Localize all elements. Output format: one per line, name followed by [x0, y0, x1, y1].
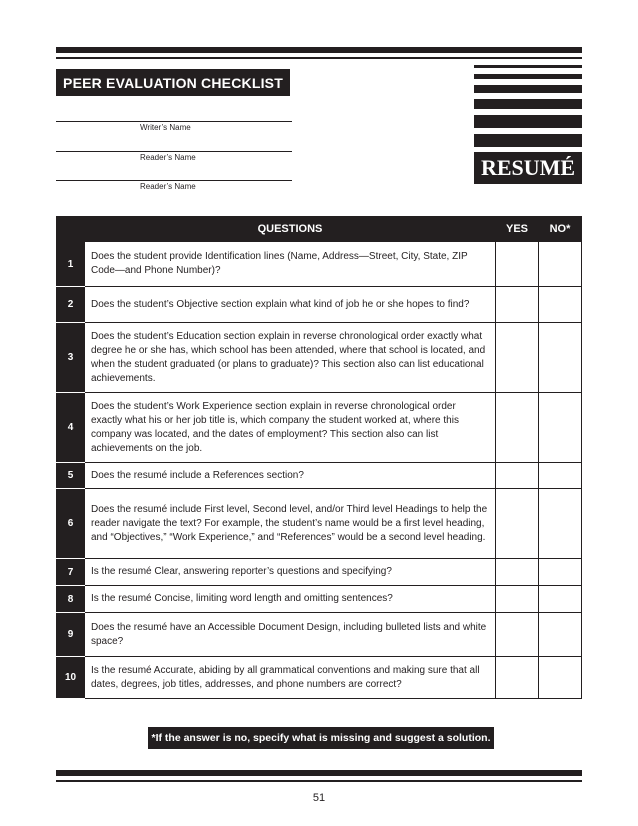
yes-checkbox[interactable]: [496, 613, 539, 657]
row-number: 7: [57, 559, 85, 586]
no-checkbox[interactable]: [539, 463, 582, 489]
footnote: *If the answer is no, specify what is missing and suggest a solution.: [148, 727, 494, 749]
top-rule-thick: [56, 47, 582, 53]
question-text: Is the resumé Clear, answering reporter’s questions and specifying?: [85, 559, 496, 586]
row-number: 8: [57, 586, 85, 613]
question-text: Does the student provide Identification lines (Name, Address—Street, City, State, ZIP Code—and Phone Number)?: [85, 242, 496, 287]
yes-checkbox[interactable]: [496, 323, 539, 393]
yes-checkbox[interactable]: [496, 586, 539, 613]
row-number: 9: [57, 613, 85, 657]
bottom-rule-thick: [56, 770, 582, 776]
yes-checkbox[interactable]: [496, 287, 539, 323]
page-number: 51: [312, 792, 326, 804]
row-number: 6: [57, 489, 85, 559]
page-title: PEER EVALUATION CHECKLIST: [56, 69, 290, 96]
signature-line: [56, 151, 292, 152]
decor-stripe: [474, 85, 582, 93]
header-questions: QUESTIONS: [85, 217, 496, 242]
row-number: 1: [57, 242, 85, 287]
row-number: 4: [57, 393, 85, 463]
yes-checkbox[interactable]: [496, 393, 539, 463]
no-checkbox[interactable]: [539, 657, 582, 699]
decor-stripe: [474, 65, 582, 68]
yes-checkbox[interactable]: [496, 657, 539, 699]
question-text: Is the resumé Accurate, abiding by all grammatical conventions and making sure that all dates, degrees, job titles, addresses, and phone numbers are correct?: [85, 657, 496, 699]
decor-stripe: [474, 115, 582, 128]
signature-label: Reader’s Name: [140, 182, 196, 191]
table-row: [57, 559, 582, 586]
resume-badge: RESUMÉ: [474, 152, 582, 184]
row-number: 3: [57, 323, 85, 393]
table-row: [57, 463, 582, 489]
signature-label: Reader’s Name: [140, 153, 196, 162]
decor-stripe: [474, 74, 582, 79]
yes-checkbox[interactable]: [496, 242, 539, 287]
question-text: Does the student’s Objective section explain what kind of job he or she hopes to find?: [85, 287, 496, 323]
yes-checkbox[interactable]: [496, 489, 539, 559]
question-text: Does the student’s Work Experience section explain in reverse chronological order exactly what his or her job title is, which company the student worked at, where this company was located, and the dates of employment? This section also can list achievements on the job.: [85, 393, 496, 463]
table-row: [57, 657, 582, 699]
question-text: Does the resumé include First level, Second level, and/or Third level Headings to help the reader navigate the text? For example, the student’s name would be a first level heading, and “Objectives,” “Work Experience,” and “References” would be a second level heading.: [85, 489, 496, 559]
no-checkbox[interactable]: [539, 559, 582, 586]
header-yes: YES: [496, 217, 539, 242]
yes-checkbox[interactable]: [496, 559, 539, 586]
header-no: NO*: [539, 217, 582, 242]
row-number: 5: [57, 463, 85, 489]
row-number: 10: [57, 657, 85, 699]
question-text: Does the student’s Education section explain in reverse chronological order exactly what degree he or she has, which school has been attended, where that school is located, and when the student graduated (or plans to graduate)? This section also can list educational achievements.: [85, 323, 496, 393]
no-checkbox[interactable]: [539, 323, 582, 393]
decor-stripe: [474, 99, 582, 109]
no-checkbox[interactable]: [539, 393, 582, 463]
table-row: [57, 287, 582, 323]
table-row: [57, 242, 582, 287]
signature-line: [56, 180, 292, 181]
checklist-table: [56, 216, 582, 699]
table-row: [57, 323, 582, 393]
question-text: Is the resumé Concise, limiting word length and omitting sentences?: [85, 586, 496, 613]
question-text: Does the resumé have an Accessible Document Design, including bulleted lists and white space?: [85, 613, 496, 657]
no-checkbox[interactable]: [539, 489, 582, 559]
header-num: [57, 217, 85, 242]
table-row: [57, 586, 582, 613]
table-row: [57, 393, 582, 463]
no-checkbox[interactable]: [539, 242, 582, 287]
top-rule-thin: [56, 57, 582, 59]
table-row: [57, 613, 582, 657]
table-header: [57, 217, 582, 242]
signature-line: [56, 121, 292, 122]
decor-stripe: [474, 134, 582, 147]
row-number: 2: [57, 287, 85, 323]
table-row: [57, 489, 582, 559]
no-checkbox[interactable]: [539, 586, 582, 613]
no-checkbox[interactable]: [539, 613, 582, 657]
no-checkbox[interactable]: [539, 287, 582, 323]
bottom-rule-thin: [56, 780, 582, 782]
question-text: Does the resumé include a References section?: [85, 463, 496, 489]
yes-checkbox[interactable]: [496, 463, 539, 489]
signature-label: Writer’s Name: [140, 123, 191, 132]
